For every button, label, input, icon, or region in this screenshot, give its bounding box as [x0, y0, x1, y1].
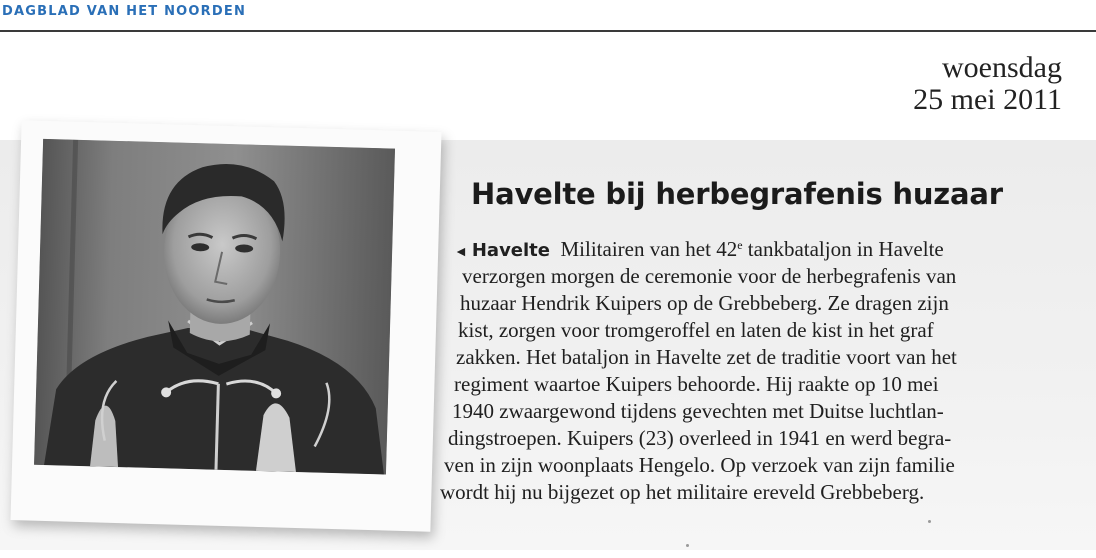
article-line: huzaar Hendrik Kuipers op de Grebbeberg. Ze dragen zijn — [460, 291, 949, 315]
dateline-weekday: woensdag — [942, 51, 1062, 84]
dateline-date: 25 mei 2011 — [913, 83, 1062, 116]
portrait-photo — [34, 139, 395, 475]
masthead — [0, 0, 1096, 32]
article-kicker: Havelte — [471, 240, 550, 261]
article-line: kist, zorgen voor tromgeroffel en laten de kist in het graf — [458, 318, 934, 342]
dateline — [913, 52, 1062, 116]
article-line: verzorgen morgen de ceremonie voor de herbegrafenis van — [462, 264, 957, 288]
newspaper-name: DAGBLAD VAN HET NOORDEN — [2, 4, 247, 19]
article-line: ven in zijn woonplaats Hengelo. Op verzoek van zijn familie — [444, 453, 955, 477]
article-line: wordt hij nu bijgezet op het militaire ereveld Grebbeberg. — [440, 480, 925, 504]
photo-frame — [10, 120, 441, 532]
article-line: regiment waartoe Kuipers behoorde. Hij raakte op 10 mei — [454, 372, 939, 396]
print-speck — [686, 544, 689, 547]
article-line: zakken. Het bataljon in Havelte zet de traditie voort van het — [456, 345, 957, 369]
article-line: dingstroepen. Kuipers (23) overleed in 1941 en werd begra- — [448, 426, 952, 450]
soldier-portrait-icon — [34, 139, 395, 475]
print-speck — [928, 520, 931, 523]
superscript-e: e — [737, 238, 743, 252]
article-headline: Havelte bij herbegrafenis huzaar — [471, 177, 1003, 211]
article-line — [454, 236, 944, 262]
article-line: 1940 zwaargewond tijdens gevechten met Duitse luchtlan- — [452, 399, 944, 423]
kicker-arrow-icon: ◄ — [454, 245, 468, 260]
article-line-text: tankbataljon in Havelte — [742, 237, 944, 261]
article-line-text: Militairen van het 42 — [560, 237, 738, 261]
